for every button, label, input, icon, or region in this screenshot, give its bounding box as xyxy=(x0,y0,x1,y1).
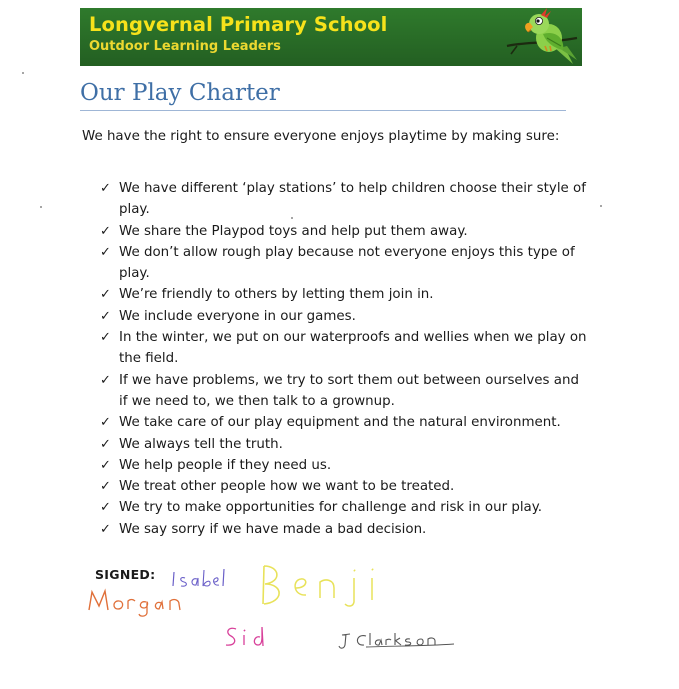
list-item xyxy=(100,519,590,540)
banner-subtitle: Outdoor Learning Leaders xyxy=(89,39,281,54)
charter-list xyxy=(100,178,590,540)
signature-j-clarkson xyxy=(336,630,460,652)
check-icon: ✓ xyxy=(100,223,111,239)
list-item-text: We don’t allow rough play because not everyone enjoys this type of play. xyxy=(119,244,575,282)
check-icon: ✓ xyxy=(100,457,111,473)
list-item-text: We help people if they need us. xyxy=(119,457,332,473)
signature-sid xyxy=(222,624,272,650)
list-item-text: We have different ‘play stations’ to help children choose their style of play. xyxy=(119,181,586,218)
check-icon: ✓ xyxy=(100,521,111,537)
signature-benji xyxy=(258,562,386,608)
list-item-text: We treat other people how we want to be treated. xyxy=(119,479,455,495)
list-item xyxy=(100,221,590,242)
scan-speck xyxy=(600,205,602,207)
signed-label: SIGNED: xyxy=(95,567,156,582)
check-icon: ✓ xyxy=(100,181,111,196)
list-item xyxy=(100,497,590,518)
list-item-text: We’re friendly to others by letting them join in. xyxy=(119,287,434,303)
check-icon: ✓ xyxy=(100,500,111,516)
intro-paragraph: We have the right to ensure everyone enjoys playtime by making sure: xyxy=(82,129,560,144)
list-item-text: We always tell the truth. xyxy=(119,436,283,452)
signature-morgan xyxy=(86,586,196,618)
list-item-text: If we have problems, we try to sort them out between ourselves and if we need to, we then talk to a grownup. xyxy=(119,372,579,409)
list-item-text: We include everyone in our games. xyxy=(119,308,356,324)
list-item-text: In the winter, we put on our waterproofs and wellies when we play on the field. xyxy=(119,330,587,367)
list-item xyxy=(100,178,590,221)
check-icon: ✓ xyxy=(100,415,111,431)
list-item-text: We share the Playpod toys and help put them away. xyxy=(119,223,468,239)
check-icon: ✓ xyxy=(100,479,111,495)
check-icon: ✓ xyxy=(100,308,111,324)
parrot-icon xyxy=(503,8,581,66)
list-item xyxy=(100,455,590,476)
school-name: Longvernal Primary School xyxy=(89,13,388,36)
list-item xyxy=(100,306,590,327)
check-icon: ✓ xyxy=(100,372,111,388)
list-item xyxy=(100,284,590,305)
list-item xyxy=(100,242,590,285)
check-icon: ✓ xyxy=(100,436,111,452)
scan-speck xyxy=(40,206,42,208)
scan-speck xyxy=(291,217,293,219)
list-item xyxy=(100,412,590,433)
list-item xyxy=(100,434,590,455)
list-item xyxy=(100,370,590,413)
page-title: Our Play Charter xyxy=(80,80,280,106)
list-item-text: We take care of our play equipment and the natural environment. xyxy=(119,415,561,431)
school-banner xyxy=(80,8,582,66)
list-item xyxy=(100,476,590,497)
list-item-text: We say sorry if we have made a bad decision. xyxy=(119,521,427,537)
check-icon: ✓ xyxy=(100,287,111,303)
list-item xyxy=(100,327,590,370)
heading-divider xyxy=(80,110,566,111)
scan-speck xyxy=(22,72,24,74)
list-item-text: We try to make opportunities for challenge and risk in our play. xyxy=(119,500,543,516)
check-icon: ✓ xyxy=(100,244,111,260)
check-icon: ✓ xyxy=(100,330,111,346)
